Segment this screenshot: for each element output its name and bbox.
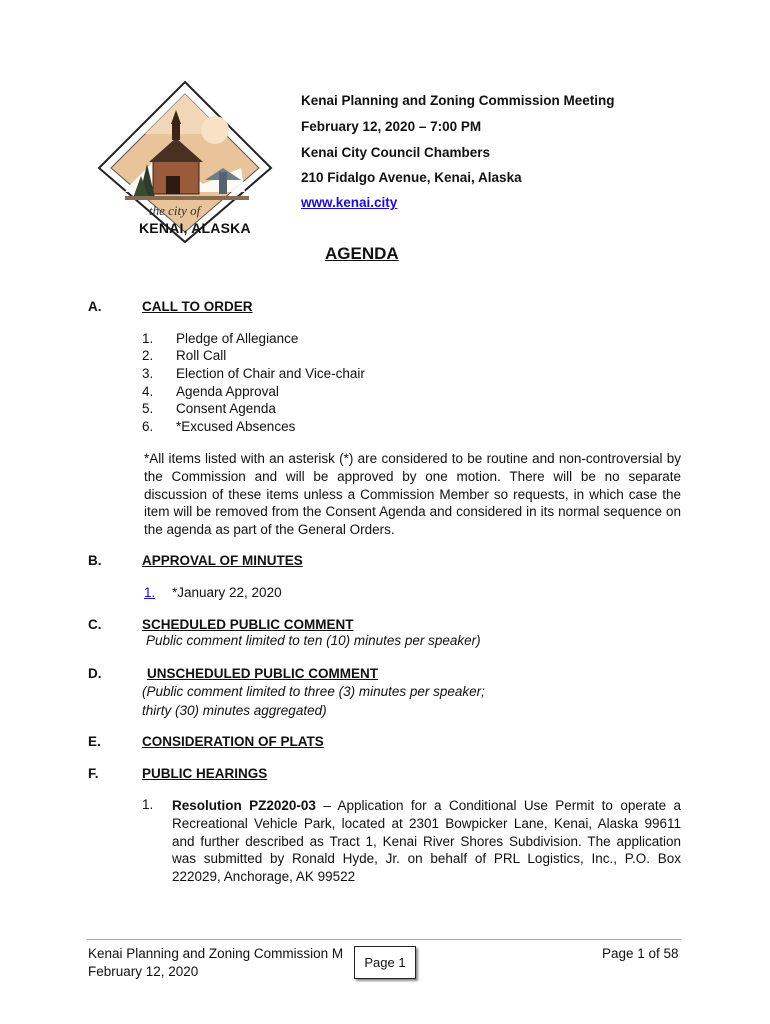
list-item-number: 2. xyxy=(142,348,154,363)
list-item-number: 3. xyxy=(142,366,154,381)
page-number-box: Page 1 xyxy=(354,946,416,979)
list-item-number: 6. xyxy=(142,419,154,434)
resolution-description: – Application for a Conditional Use Permit to operate a Recreational Vehicle Park, located at 2301 Bowpicker Lane, Kenai, Alaska 99611 and further described as Tract 1, Kenai River Shores Subdivision. The application was submitted by Ronald Hyde, Jr. on behalf of PRL Logistics, Inc., P.O. Box 222029, Anchorage, AK 99522 xyxy=(172,798,682,885)
section-c-letter: C. xyxy=(88,617,102,632)
list-item: Agenda Approval xyxy=(176,384,279,399)
section-f-letter: F. xyxy=(88,766,99,781)
section-c-note: Public comment limited to ten (10) minutes per speaker) xyxy=(146,633,481,648)
section-f-title: PUBLIC HEARINGS xyxy=(142,766,268,781)
meeting-address: 210 Fidalgo Avenue, Kenai, Alaska xyxy=(301,170,522,185)
hearing-item-number: 1. xyxy=(142,797,154,812)
logo-city-label: the city of xyxy=(149,203,201,218)
hearing-item xyxy=(172,797,681,886)
agenda-title: AGENDA xyxy=(325,244,399,263)
consent-agenda-note: *All items listed with an asterisk (*) are considered to be routine and non-controversial by the Commission and will be approved by one motion. There will be no separate discussion of these items unless a Commission Member so requests, in which case the item will be removed from the Consent Agenda and considered in its normal sequence on the agenda as part of the General Orders. xyxy=(144,451,681,538)
meeting-title: Kenai Planning and Zoning Commission Meeting xyxy=(301,93,615,108)
list-item: *Excused Absences xyxy=(176,419,296,434)
list-item-number: 5. xyxy=(142,401,154,416)
section-e-title: CONSIDERATION OF PLATS xyxy=(142,734,324,749)
meeting-location: Kenai City Council Chambers xyxy=(301,145,491,160)
section-d-note-2: thirty (30) minutes aggregated) xyxy=(142,703,327,718)
footer-divider xyxy=(87,939,681,940)
section-a-title: CALL TO ORDER xyxy=(142,299,253,314)
list-item-number: 1. xyxy=(142,331,154,346)
section-a-letter: A. xyxy=(88,299,102,314)
list-item: Pledge of Allegiance xyxy=(176,331,299,346)
section-c-title: SCHEDULED PUBLIC COMMENT xyxy=(142,617,354,632)
section-d-title: UNSCHEDULED PUBLIC COMMENT xyxy=(147,666,378,681)
resolution-number: Resolution PZ2020-03 xyxy=(172,798,316,813)
meeting-date: February 12, 2020 – 7:00 PM xyxy=(301,119,482,134)
list-item: Consent Agenda xyxy=(176,401,276,416)
section-e-letter: E. xyxy=(88,734,101,749)
section-b-letter: B. xyxy=(88,553,102,568)
logo-city-name: KENAI, ALASKA xyxy=(139,220,251,236)
list-item-number: 4. xyxy=(142,384,154,399)
city-logo xyxy=(95,80,275,250)
section-d-letter: D. xyxy=(88,666,102,681)
website-link[interactable]: www.kenai.city xyxy=(301,195,398,210)
section-b-title: APPROVAL OF MINUTES xyxy=(142,553,303,568)
minutes-date: *January 22, 2020 xyxy=(172,585,282,600)
list-item: Election of Chair and Vice-chair xyxy=(176,366,365,381)
section-d-note-1: (Public comment limited to three (3) minutes per speaker; xyxy=(142,684,485,699)
footer-page-count: Page 1 of 58 xyxy=(602,946,679,961)
footer-title: Kenai Planning and Zoning Commission M xyxy=(88,946,344,961)
list-item: Roll Call xyxy=(176,348,227,363)
minutes-link[interactable]: 1. xyxy=(144,585,156,600)
footer-date: February 12, 2020 xyxy=(88,964,199,979)
